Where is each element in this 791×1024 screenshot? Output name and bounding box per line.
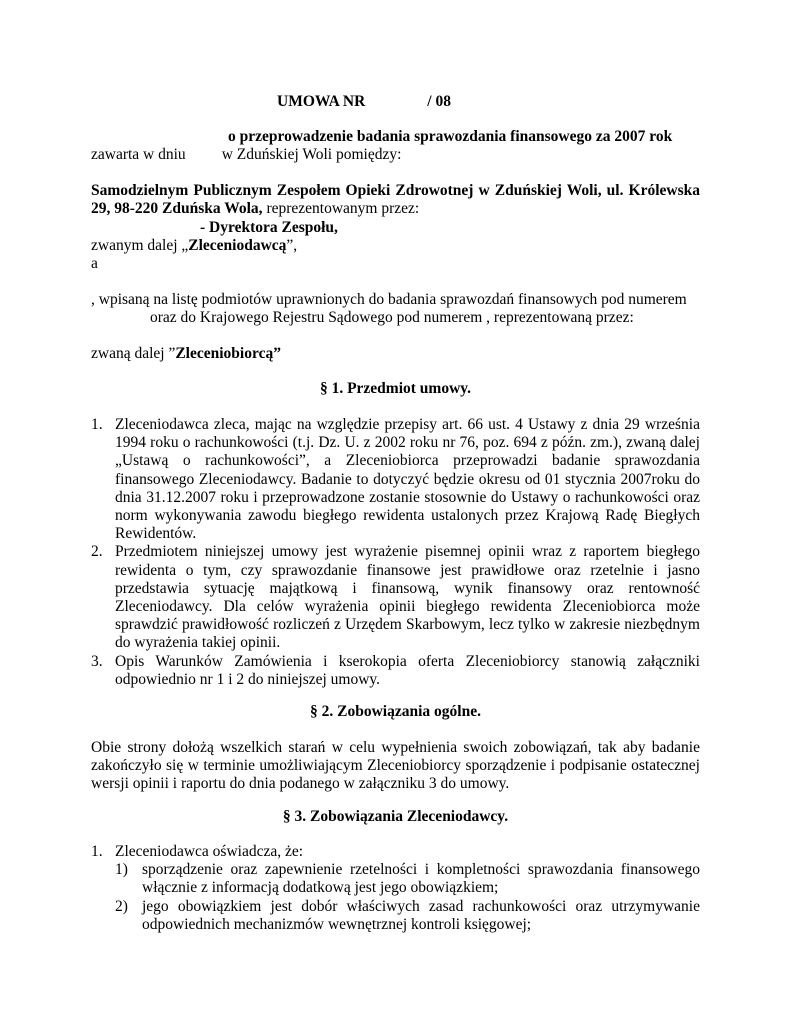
list-item [91,543,700,652]
party1-paragraph [91,182,700,218]
list-number: 3. [91,652,103,670]
contract-title-left: UMOWA NR [277,93,366,110]
list-item [91,416,700,543]
list-item [91,653,700,689]
list-item-text: Przedmiotem niniejszej umowy jest wyrażenie pisemnej opinii wraz z raportem biegłego rewidenta o tym, czy sprawozdanie finansowe jest prawidłowe oraz rzetelnie i jasno przedstawia sytuację majątkową i finansową, wynik finansowy oraz rentowność Zleceniodawcy. Dla celów wyrażenia opinii biegłego rewidenta Zleceniobiorca może sprawdzić prawidłowość rozliczeń z Urzędem Skarbowym, lecz tylko w zakresie niezbędnym do wyrażenia takiej opinii. [115,543,700,652]
date-line [91,146,401,164]
list-item-text: Zleceniodawca oświadcza, że: [115,843,304,860]
called-suffix: ”, [286,237,298,254]
section1-heading: § 1. Przedmiot umowy. [319,380,472,397]
sublist-item-text: sporządzenie oraz zapewnienie rzetelności i kompletności sprawozdania finansowego włącznie z informacją dodatkową jest jego obowiązkiem; [142,861,700,897]
section2-paragraph: Obie strony dołożą wszelkich starań w celu wypełnienia swoich zobowiązań, tak aby badanie zakończyło się w terminie umożliwiającym Zleceniobiorcy sporządzenie i podpisanie ostatecznej wersji opinii i raportu do dnia podanego w załączniku 3 do umowy. [91,739,700,793]
called2-prefix: zwaną dalej ” [91,345,176,362]
director-line: - Dyrektora Zespołu, [200,219,338,236]
sublist-item-text: jego obowiązkiem jest dobór właściwych zasad rachunkowości oraz utrzymywanie odpowiednich mechanizmów wewnętrznej kontroli księgowej; [142,897,700,933]
section2-heading: § 2. Zobowiązania ogólne. [310,703,481,720]
and-line: a [91,255,98,272]
called2-line [91,345,281,363]
contract-title-right: / 08 [427,93,451,110]
sublist-item [115,898,700,934]
contractor-line1: , wpisaną na listę podmiotów uprawnionych do badania sprawozdań finansowych pod numerem [91,291,687,308]
contract-subtitle: o przeprowadzenie badania sprawozdania finansowego za 2007 rok [228,128,673,145]
sublist-number: 1) [115,861,128,879]
contract-title [277,93,451,111]
date-line-a: zawarta w dniu [91,146,186,163]
called-prefix: zwanym dalej „ [91,237,189,254]
sublist-number: 2) [115,897,128,915]
contractor-line2: oraz do Krajowego Rejestru Sądowego pod numerem , reprezentowaną przez: [150,309,634,326]
section1-list [91,416,700,689]
section3-list [91,843,700,934]
called2-name: Zleceniobiorcą” [175,345,281,362]
section3-sublist [115,861,700,934]
party1-rest: reprezentowanym przez: [262,200,420,218]
called-name: Zleceniodawcą [188,237,287,254]
list-item-text: Opis Warunków Zamówienia i kserokopia oferta Zleceniobiorcy stanowią załączniki odpowiednio nr 1 i 2 do niniejszej umowy. [115,652,700,688]
list-number: 2. [91,543,103,561]
date-line-b: w Zduńskiej Woli pomiędzy: [221,146,402,163]
list-number: 1. [91,843,103,860]
called-line [91,237,297,255]
list-item-text: Zleceniodawca zleca, mając na względzie przepisy art. 66 ust. 4 Ustawy z dnia 29 września 1994 roku o rachunkowości (t.j. Dz. U. z 2002 roku nr 76, poz. 694 z późn. zm.), zwaną dalej „Ustawą o rachunkowości”, a Zleceniobiorca przeprowadzi badanie sprawozdania finansowego Zleceniodawcy. Badanie to dotyczyć będzie okresu od 01 stycznia 2007roku do dnia 31.12.2007 roku i przeprowadzone zostanie stosownie do Ustawy o rachunkowości oraz norm wykonywania zawodu biegłego rewidenta ustalonych przez Krajową Radę Biegłych Rewidentów. [115,416,700,543]
list-item [91,843,700,934]
sublist-item [115,861,700,897]
section3-heading: § 3. Zobowiązania Zleceniodawcy. [282,808,509,825]
party1-name: Samodzielnym Publicznym Zespołem Opieki Zdrowotnej w Zduńskiej Woli, ul. Królewska 29, 98-220 Zduńska Wola, [91,182,700,218]
list-number: 1. [91,416,103,433]
